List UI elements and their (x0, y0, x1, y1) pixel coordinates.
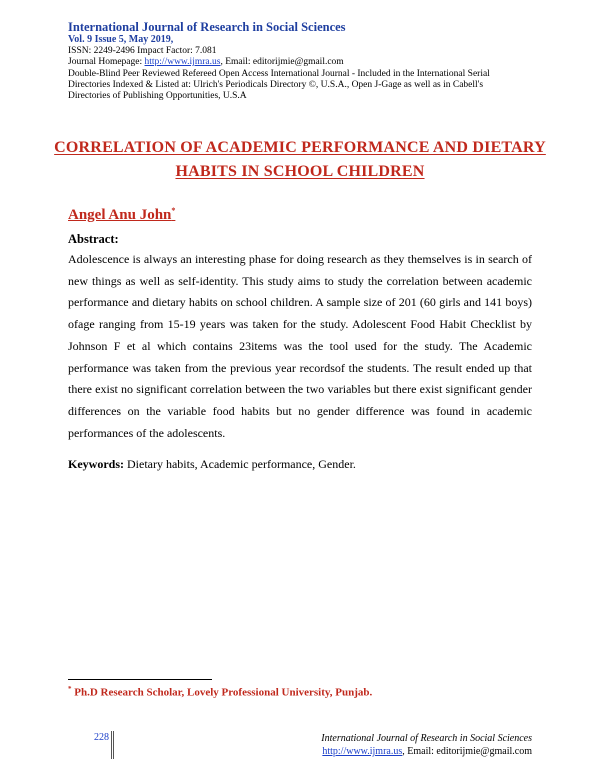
indexing-line-1: Double-Blind Peer Reviewed Refereed Open Access International Journal - Included in the International Serial (68, 69, 490, 79)
keywords-label: Keywords: (68, 457, 124, 471)
journal-name: International Journal of Research in Social Sciences (68, 20, 346, 34)
footnote-mark: * (68, 685, 72, 693)
author-footnote (68, 685, 372, 699)
author-mark: * (171, 206, 176, 215)
page-number: 228 (94, 732, 109, 743)
homepage-link[interactable]: http://www.ijmra.us (144, 57, 221, 67)
footer-divider (111, 731, 114, 759)
indexing-line-3: Directories of Publishing Opportunities, U.S.A (68, 91, 247, 101)
email-text: , Email: editorijmie@gmail.com (220, 57, 344, 67)
keywords-line (68, 457, 532, 472)
footnote-divider (68, 679, 212, 680)
author-text: Angel Anu John (68, 207, 172, 223)
abstract-text: Adolescence is always an interesting phase for doing research as they themselves is in search of new things as well as self-identity. This study aims to study the correlation between academic performance and dietary habits on school children. A sample size of 201 (60 girls and 141 boys) ofage ranging from 15-19 years was taken for the study. Adolescent Food Habit Checklist by Johnson F et al which contains 23items was the tool used for the study. The Academic performance was taken from the previous year recordsof the students. The result ended up that there exist no significant correlation between the two variables but there exist significant gender differences on the variable food habits but no gender difference was found in academic performances of the adolescents. (68, 252, 532, 440)
abstract-heading: Abstract: (68, 232, 119, 246)
indexing-line-2: Directories Indexed & Listed at: Ulrich's Periodicals Directory ©, U.S.A., Open J-Gage as well as in Cabell's (68, 80, 484, 90)
author-name (68, 206, 175, 224)
issn-line: ISSN: 2249-2496 Impact Factor: 7.081 (68, 46, 217, 56)
keywords-text: Dietary habits, Academic performance, Gender. (124, 457, 356, 471)
title-line-1: CORRELATION OF ACADEMIC PERFORMANCE AND DIETARY (54, 139, 546, 156)
footer-journal: International Journal of Research in Social Sciences (321, 733, 532, 744)
footer-contact (321, 745, 532, 758)
page-footer (321, 732, 532, 758)
issue-line: Vol. 9 Issue 5, May 2019, (68, 34, 174, 45)
paper-title (40, 136, 560, 184)
homepage-label: Journal Homepage: (68, 57, 145, 67)
footnote-text: Ph.D Research Scholar, Lovely Professional University, Punjab. (71, 686, 373, 699)
homepage-line (68, 57, 538, 68)
title-line-2: HABITS IN SCHOOL CHILDREN (175, 163, 425, 180)
footer-email: , Email: editorijmie@gmail.com (402, 746, 532, 757)
footer-link[interactable]: http://www.ijmra.us (322, 746, 403, 757)
